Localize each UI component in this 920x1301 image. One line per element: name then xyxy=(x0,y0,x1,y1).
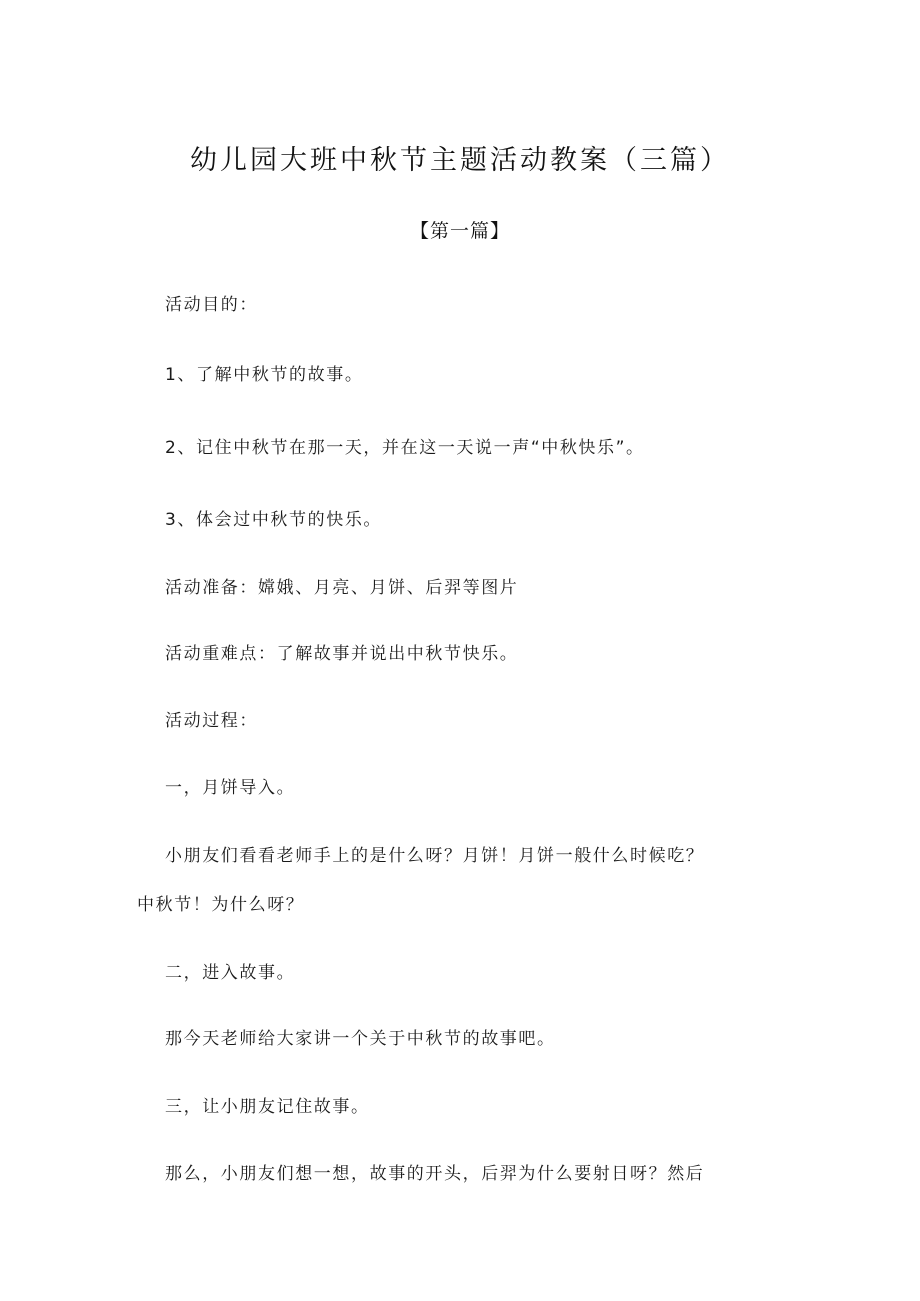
paragraph-step-2: 二，进入故事。 xyxy=(165,963,296,983)
paragraph-goal-1: 1、了解中秋节的故事。 xyxy=(165,365,364,385)
section-heading: 【第一篇】 xyxy=(409,220,510,242)
paragraph-activity-goal: 活动目的： xyxy=(165,295,258,315)
paragraph-step-1-body: 小朋友们看看老师手上的是什么呀？月饼！月饼一般什么时候吃？ xyxy=(165,846,705,866)
paragraph-key-points: 活动重难点：了解故事并说出中秋节快乐。 xyxy=(165,644,519,664)
paragraph-goal-2: 2、记住中秋节在那一天，并在这一天说一声“中秋快乐”。 xyxy=(165,438,645,458)
paragraph-step-2-body: 那今天老师给大家讲一个关于中秋节的故事吧。 xyxy=(165,1029,556,1049)
document-title: 幼儿园大班中秋节主题活动教案（三篇） xyxy=(190,145,730,176)
paragraph-preparation: 活动准备：嫦娥、月亮、月饼、后羿等图片 xyxy=(165,578,519,598)
paragraph-step-1: 一，月饼导入。 xyxy=(165,778,296,798)
paragraph-step-3: 三，让小朋友记住故事。 xyxy=(165,1097,370,1117)
paragraph-goal-3: 3、体会过中秋节的快乐。 xyxy=(165,510,383,530)
paragraph-step-3-body: 那么，小朋友们想一想，故事的开头，后羿为什么要射日呀？然后 xyxy=(165,1164,705,1184)
paragraph-process: 活动过程： xyxy=(165,711,258,731)
paragraph-step-1-body-cont: 中秋节！为什么呀？ xyxy=(137,895,305,915)
